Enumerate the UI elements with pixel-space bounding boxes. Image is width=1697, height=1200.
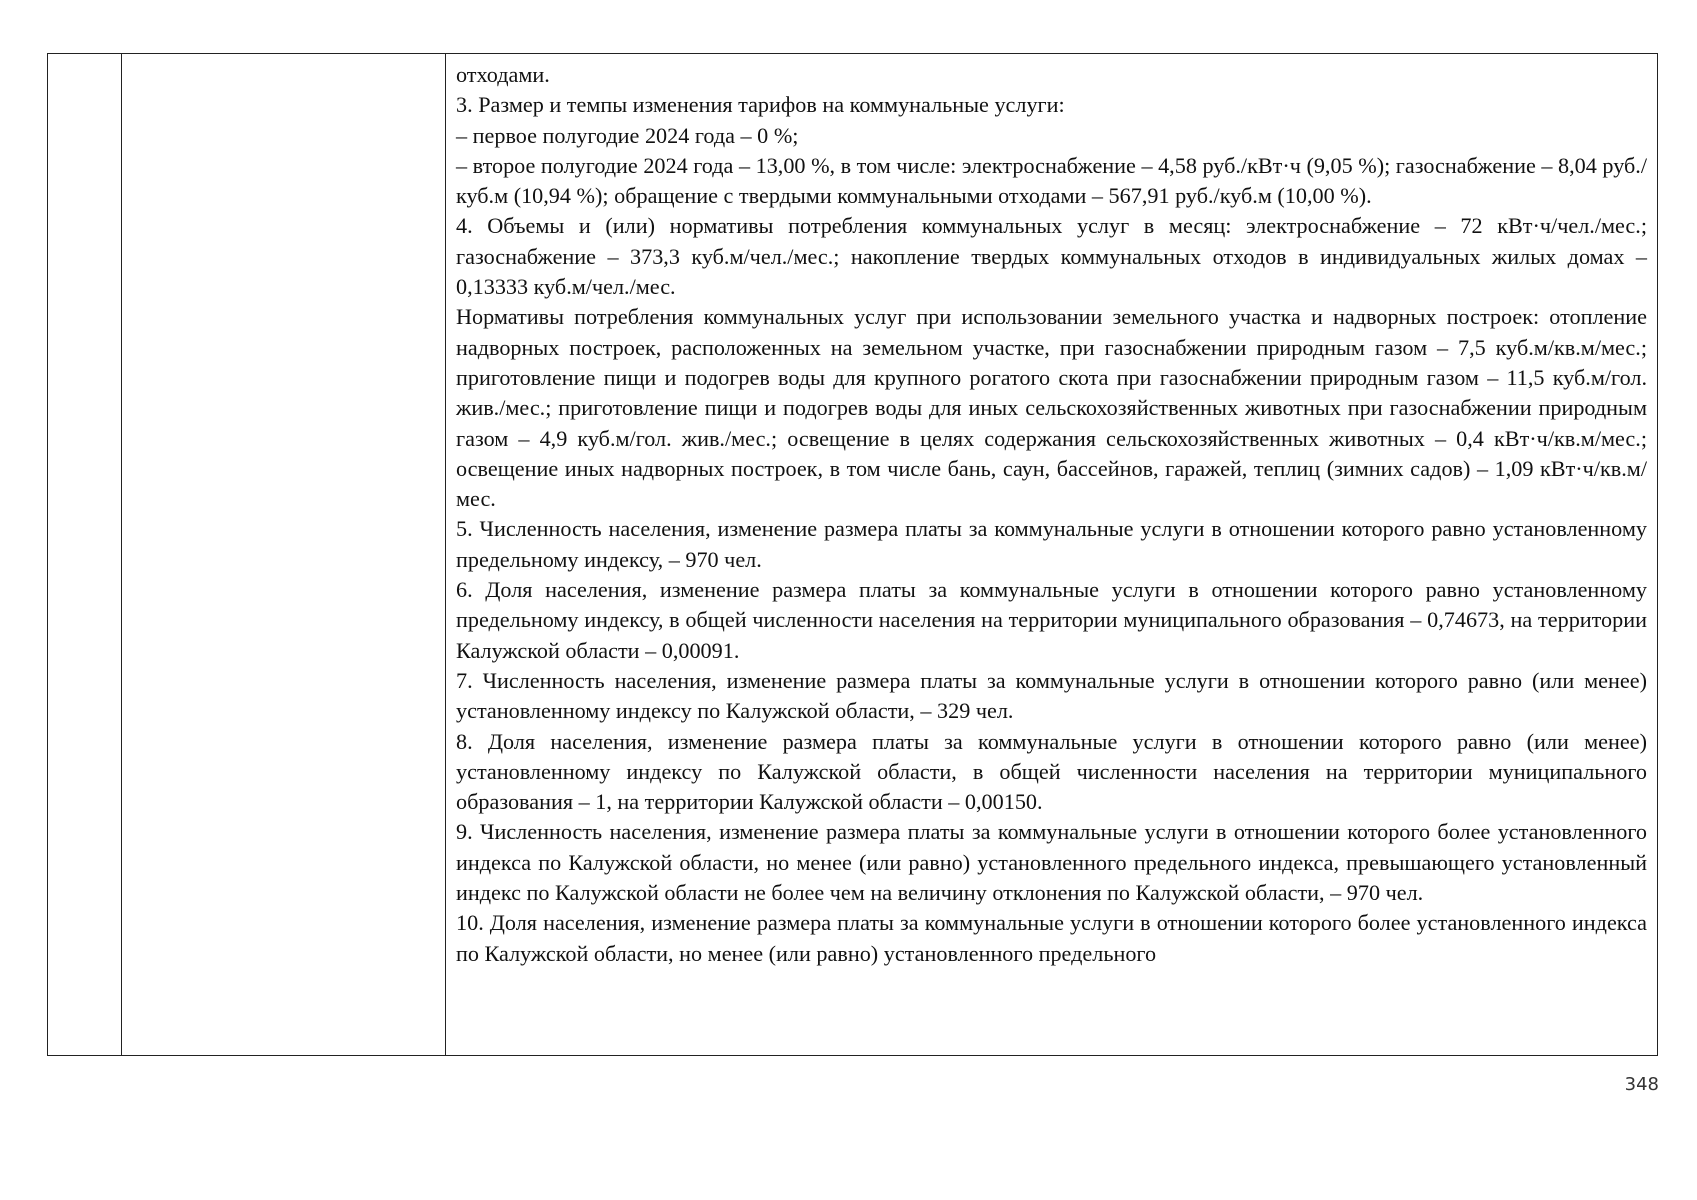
document-table xyxy=(47,53,1658,1056)
paragraph: 9. Численность населения, изменение размера платы за коммунальные услуги в отношении которого более установленного индекса по Калужской области, но менее (или равно) установленного предельного индекса, превышающего установленный индекс по Калужской области не более чем на величину отклонения по Калужской области, – 970 чел. xyxy=(456,819,1647,906)
paragraph: 10. Доля населения, изменение размера платы за коммунальные услуги в отношении которого более установленного индекса по Калужской области, но менее (или равно) установленного предельного xyxy=(456,910,1647,966)
page-number: 348 xyxy=(1624,1074,1659,1095)
table-column-number xyxy=(48,54,122,1055)
paragraph: 3. Размер и темпы изменения тарифов на коммунальные услуги: xyxy=(456,92,1065,118)
paragraph: – второе полугодие 2024 года – 13,00 %, в том числе: электроснабжение – 4,58 руб./кВт·ч (9,05 %); газоснабжение – 8,04 руб./куб.м (10,94 %); обращение с твердыми коммунальными отходами – 567,91 руб./куб.м (10,00 %). xyxy=(456,152,1647,209)
paragraph: 7. Численность населения, изменение размера платы за коммунальные услуги в отношении которого равно (или менее) установленному индексу по Калужской области, – 329 чел. xyxy=(456,667,1647,724)
paragraph: 6. Доля населения, изменение размера платы за коммунальные услуги в отношении которого равно установленному предельному индексу, в общей численности населения на территории муниципального образования – 0,74673, на территории Калужской области – 0,00091. xyxy=(456,577,1647,663)
paragraph: отходами. xyxy=(456,62,550,87)
paragraph: 4. Объемы и (или) нормативы потребления коммунальных услуг в месяц: электроснабжение – 72 кВт·ч/чел./мес.; газоснабжение – 373,3 куб.м/чел./мес.; накопление твердых коммунальных отходов в индивидуальных жилых домах – 0,13333 куб.м/чел./мес. xyxy=(456,213,1647,300)
table-column-content xyxy=(446,54,1657,1055)
paragraph: Нормативы потребления коммунальных услуг при использовании земельного участка и надворных построек: отопление надворных построек, расположенных на земельном участке, при газоснабжении природным газом – 7,5 куб.м/кв.м/мес.; приготовление пищи и подогрев воды для крупного рогатого скота при газоснабжении природным газом – 11,5 куб.м/гол. жив./мес.; приготовление пищи и подогрев воды для иных сельскохозяйственных животных при газоснабжении природным газом – 4,9 куб.м/гол. жив./мес.; освещение в целях содержания сельскохозяйственных животных – 0,4 кВт·ч/кв.м/мес.; освещение иных надворных построек, в том числе бань, саун, бассейнов, гаражей, теплиц (зимних садов) – 1,09 кВт·ч/кв.м/мес. xyxy=(456,304,1647,512)
paragraph: 8. Доля населения, изменение размера платы за коммунальные услуги в отношении которого равно (или менее) установленному индексу по Калужской области, в общей численности населения на территории муниципального образования – 1, на территории Калужской области – 0,00150. xyxy=(456,728,1647,815)
table-column-name xyxy=(122,54,446,1055)
paragraph: – первое полугодие 2024 года – 0 %; xyxy=(456,122,799,148)
paragraph: 5. Численность населения, изменение размера платы за коммунальные услуги в отношении которого равно установленному предельному индексу, – 970 чел. xyxy=(456,516,1647,572)
